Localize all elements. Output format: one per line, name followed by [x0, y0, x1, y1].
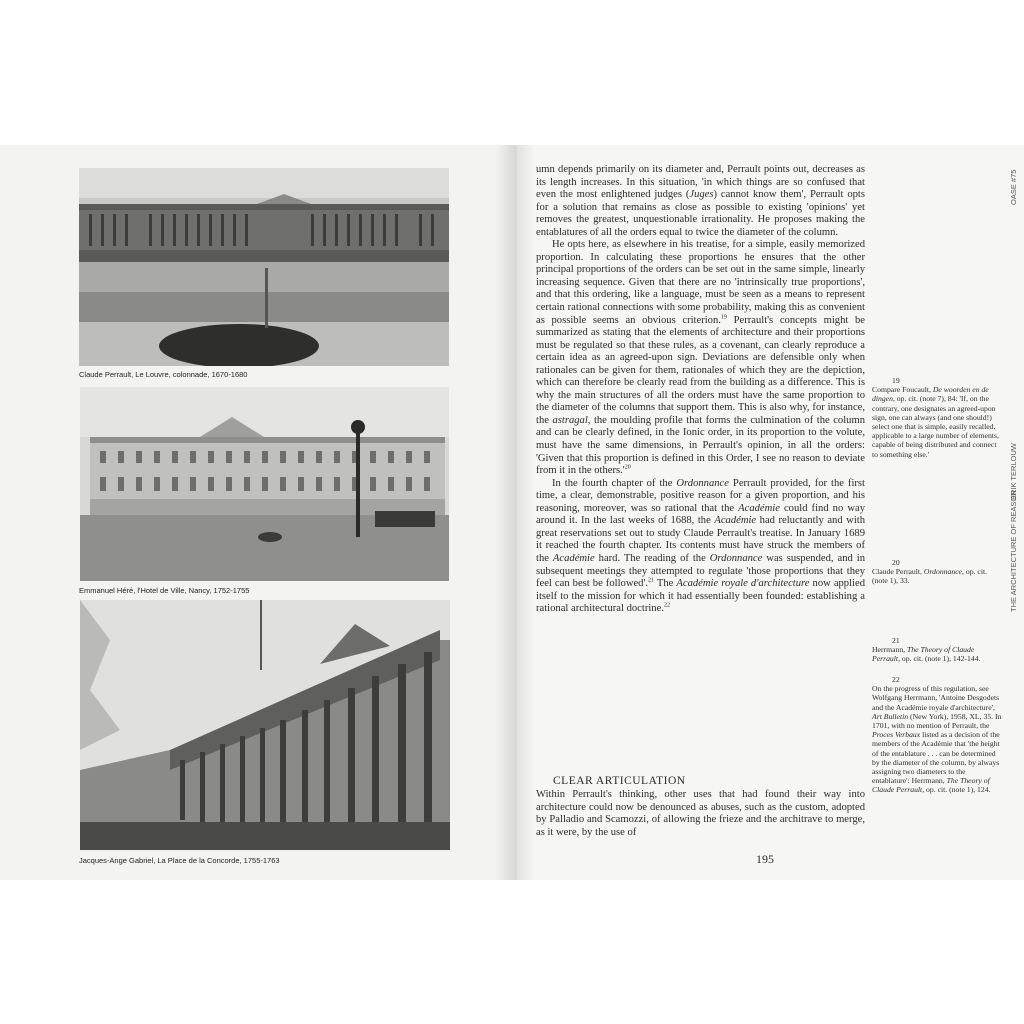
paragraph-3: [536, 478, 865, 616]
text-run: On the progress of this regulation, see Wolfgang Herrmann, 'Antoine Desgodets and the Académie royale d'architecture',: [872, 684, 1000, 712]
italic-term: Proces Verbaux: [872, 730, 921, 740]
footnote-ref-22: 22: [663, 602, 670, 609]
main-body-text: [536, 164, 865, 616]
footnote-20: [872, 558, 1004, 586]
running-head-journal: OASE #75: [1009, 169, 1018, 205]
text-run: was suspended, and in subsequent meetings they attempted to regulate 'those proportions that they feel can best be followed'.: [536, 552, 865, 590]
italic-term: The Theory of Claude Perrault: [872, 645, 975, 664]
text-run: Claude Perrault,: [872, 567, 924, 577]
running-head-author: ERIK TERLOUW: [1009, 443, 1018, 500]
italic-term: Ordonnance: [709, 552, 763, 564]
italic-term: The Theory of Claude Perrault: [872, 776, 990, 795]
text-run: umn depends primarily on its diameter and, Perrault points out, decreases as its length increases. In this situation, 'in which things are so confused that even the most enlightened judges (: [536, 164, 865, 201]
footnote-number: 19: [892, 376, 900, 385]
text-run: listed as a decision of the members of the Académie that 'the height of the entablature . . . can be determined by the diameter of the column, by always assigning two diameters to the entablature': Herrmann,: [872, 730, 1000, 786]
paragraph-4: Within Perrault's thinking, other uses that had found their way into architecture could now be denounced as abuses, such as the custom, adopted by Palladio and Scamozzi, of allowing the frieze and the architrave to merge, as it were, by the use of: [536, 789, 865, 838]
text-run: , op. cit. (note 1), 33.: [872, 567, 988, 586]
footnote-ref-21: 21: [648, 577, 655, 584]
text-run: , op. cit. (note 7), 84: 'If, on the contrary, one designates an agreed-upon sign, one can always (and one should!) select one that is simple, easily recalled, applicable to a large number of elements, capable of being distributed and connect to something else.': [872, 394, 999, 459]
italic-term: De woorden en de dingen: [872, 385, 989, 404]
running-head-title: THE ARCHITECTURE OF REASON: [1009, 490, 1018, 612]
text-run: hard. The reading of the: [594, 552, 710, 564]
page-number: 195: [756, 852, 774, 866]
text-run: (New York), 1958, XL, 35. In 1701, with no mention of Perrault, the: [872, 711, 1002, 731]
paragraph-1: [536, 164, 865, 239]
text-run: Herrmann,: [872, 645, 908, 655]
text-run: In the fourth chapter of the: [552, 477, 677, 489]
footnote-21: [872, 636, 1004, 664]
text-run: , op. cit. (note 1), 142-144.: [898, 654, 981, 664]
italic-term: Académie royale d'architecture: [676, 578, 810, 590]
footnote-22: [872, 675, 1004, 795]
photo-caption-3: Jacques-Ange Gabriel, La Place de la Concorde, 1755-1763: [79, 856, 280, 865]
footnote-number: 22: [892, 675, 900, 684]
photo-caption-1: Claude Perrault, Le Louvre, colonnade, 1670-1680: [79, 370, 248, 379]
text-run: The: [654, 578, 677, 590]
text-run: Perrault's concepts might be summarized as stating that the elements of architecture and their proportions must be regulated so that these rules, as a covenant, can clearly reproduce a certain idea as an agreed-upon sign. Deviations are defensible only when rationales can be given for them, rationales of which they are the depiction, which can therefore be clearly read from the building as a difference. This is why the main structures of all the orders must have the same proportion to the diameter of the columns that support them. This is also why, for instance, the: [536, 314, 865, 426]
footnote-number: 21: [892, 636, 900, 645]
italic-term: Académie: [714, 515, 757, 527]
italic-term: Juges: [689, 189, 714, 201]
italic-term: Académie: [552, 552, 595, 564]
louvre-colonnade-photo: [79, 168, 449, 366]
text-run: could find no way around it. In the last weeks of 1688, the: [536, 502, 865, 527]
text-run: now applied itself to the mission for which it had essentially been founded: establishing a rational architectural doctrine.: [536, 578, 865, 615]
section-heading: CLEAR ARTICULATION: [553, 775, 686, 787]
book-gutter: [495, 145, 535, 880]
footnote-text: [872, 567, 1004, 585]
footnote-text: [872, 645, 1004, 663]
italic-term: Art Bulletin: [872, 711, 909, 721]
text-run: Compare Foucault,: [872, 385, 933, 395]
text-run: ) cannot know them', Perrault opts for a solution that remains as close as possible to existing 'opinions' yet removes the greatest, unquestionable irrationality. He proposes making the entablatures of all the orders equal to twice the diameter of the column.: [536, 189, 865, 238]
section-body-text: [536, 789, 865, 839]
photo-caption-2: Emmanuel Héré, l'Hotel de Ville, Nancy, 1752-1755: [79, 586, 250, 595]
place-de-la-concorde-photo: [80, 600, 450, 850]
italic-term: Ordonnance: [676, 477, 729, 489]
text-run: , op. cit. (note 1), 124.: [922, 785, 991, 795]
paragraph-2: [536, 239, 865, 477]
footnote-ref-19: 19: [720, 314, 727, 321]
footnote-text: [872, 684, 1004, 794]
text-run: He opts here, as elsewhere in his treatise, for a simple, easily memorized proportion. In calculating these proportions he ensures that the other principal proportions of the orders can be set out in the same simple, linearly increasing sequence. Given that there are no 'intrinsically true proportions', and that this ordering, like a language, must be seen as a means to represent certain rational connections with some probability, making this as convenient as possible seems an obvious criterion.: [536, 239, 865, 326]
italic-term: Académie: [738, 502, 780, 514]
text-run: , the moulding profile that forms the culmination of the column and can be clearly defined, in the Ionic order, in its proportion to the volute, must have the same dimensions, in Perrault's opinion, in all the orders: 'Given that this proportion is defined in this Order, I see no reason to deviate from it in the others.': [536, 414, 865, 477]
text-run: Perrault provided, for the first time, a clear, demonstrable, positive reason for a given proportion, and his reasoning, moreover, was so rational that the: [536, 477, 865, 514]
footnote-19: [872, 376, 1004, 459]
footnote-text: [872, 385, 1004, 459]
hotel-de-ville-photo: [80, 387, 449, 581]
text-run: had reluctantly and with great reservations set out to study Claude Perrault's treatise. In January 1689 it reached the fourth chapter. Its contents must have struck the members of the: [536, 515, 865, 564]
footnote-ref-20: 20: [624, 464, 631, 471]
italic-term: Ordonnance: [923, 567, 963, 577]
footnote-number: 20: [892, 558, 900, 567]
italic-term: astragal: [552, 414, 588, 426]
